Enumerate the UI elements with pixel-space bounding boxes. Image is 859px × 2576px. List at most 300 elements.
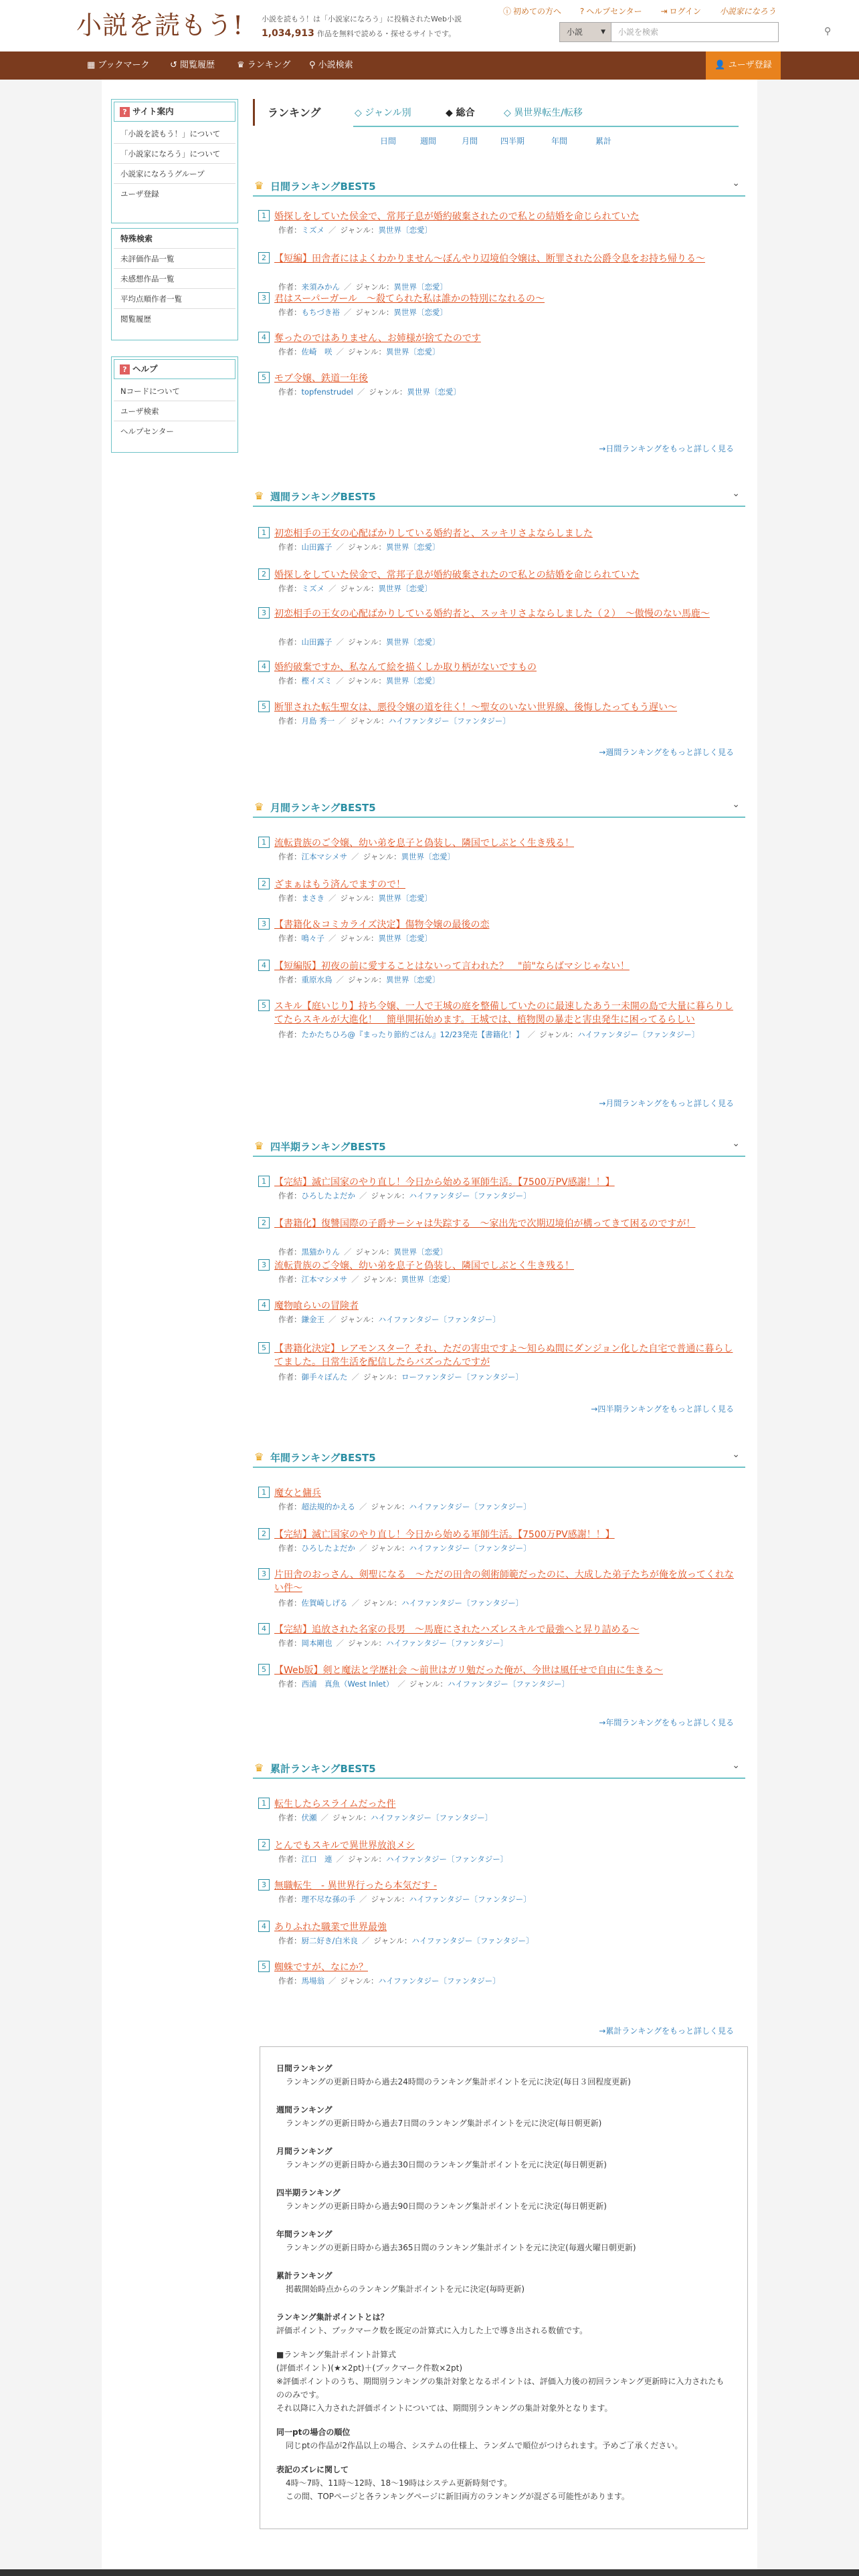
genre-link[interactable]: 異世界〔恋愛〕 [385, 975, 440, 984]
more-ranking-link[interactable]: →年間ランキングをもっと詳しく見る [599, 1718, 734, 1727]
sidebar-item-about-narou[interactable]: 「小説家になろう」について [114, 144, 235, 164]
rank-number: 3 [258, 1259, 270, 1271]
author-link[interactable]: ミズメ [301, 584, 324, 593]
novel-title-link[interactable]: 君はスーパーガール 〜殺てられた私は誰かの特別になれるの〜 [274, 294, 545, 304]
novel-title-link[interactable]: 【書籍化決定】レアモンスター？それ、ただの害虫ですよ〜知らぬ間にダンジョン化した自宅で普通に暮らしてました。日常生活を配信したらバズったんですが [274, 1344, 733, 1368]
rank-number: 4 [258, 960, 270, 971]
novel-meta [278, 282, 448, 292]
author-label: 作者： [278, 852, 302, 861]
genre-link[interactable]: 異世界〔恋愛〕 [385, 542, 440, 552]
nav-ranking-label: ランキング [247, 60, 291, 70]
bookmark-icon: ▦ [87, 60, 98, 70]
novel-title-link[interactable]: 蜘蛛ですが、なにか？ [274, 1962, 368, 1973]
genre-link[interactable]: ハイファンタジー〔ファンタジー〕 [409, 1543, 531, 1553]
rank-number: 2 [258, 1839, 270, 1850]
rank-number: 1 [258, 1176, 270, 1187]
sidebar-site-guide-title [114, 102, 235, 122]
info-same-text: 同じptの作品が2作品以上の場合、システムの仕様上、ランダムで順位がつけられます。予めご了承ください。 [286, 2441, 683, 2450]
sidebar-item-avg-authors[interactable]: 平均点順作者一覧 [114, 289, 235, 309]
meta-separator: ／ [328, 225, 337, 235]
genre-label: ジャンル： [348, 1638, 386, 1648]
meta-separator: ／ [527, 1030, 536, 1039]
help-center-link-label: ヘルプセンター [586, 7, 642, 16]
genre-link[interactable]: 異世界〔恋愛〕 [393, 282, 448, 292]
novel-title-link[interactable]: ありふれた職業で世界最強 [274, 1922, 387, 1933]
more-ranking-link[interactable]: →月間ランキングをもっと詳しく見る [599, 1099, 734, 1108]
chevron-down-icon[interactable]: ⌄ [732, 1760, 740, 1771]
sidebar-help [111, 356, 238, 453]
meta-separator: ／ [328, 893, 337, 903]
info-calc-line: ※評価ポイントのうち、期間別ランキングの集計対象となるポイントは、評価入力後の初回ランキング更新時に入力されたもののみです。 [276, 2377, 725, 2399]
novel-meta [278, 583, 432, 594]
genre-label: ジャンル： [340, 225, 379, 235]
genre-label: ジャンル： [350, 716, 389, 726]
author-label: 作者： [278, 975, 302, 984]
more-ranking-link[interactable]: →累計ランキングをもっと詳しく見る [599, 2026, 734, 2036]
novel-title-link[interactable]: 奪ったのではありません、お姉様が捨てたのです [274, 333, 481, 344]
more-ranking-link[interactable]: →四半期ランキングをもっと詳しく見る [591, 1404, 734, 1414]
author-label: 作者： [278, 716, 302, 726]
sidebar-special-title: 特殊検索 [114, 229, 235, 249]
tab-isekai-marker: ◇ [504, 108, 514, 118]
sidebar-site-guide [111, 99, 238, 223]
author-label: 作者： [278, 1679, 302, 1689]
author-link[interactable]: 超法規的かえる [301, 1502, 355, 1511]
novel-meta [278, 637, 440, 647]
meta-separator: ／ [361, 1936, 370, 1945]
novel-title-link[interactable]: 転生したらスライムだった件 [274, 1799, 396, 1810]
register-button[interactable] [706, 51, 781, 80]
genre-link[interactable]: ハイファンタジー〔ファンタジー〕 [409, 1895, 531, 1904]
nav-bookmark-label: ブックマーク [98, 60, 150, 70]
chevron-down-icon: ▼ [601, 29, 605, 35]
genre-label: ジャンル： [371, 1895, 409, 1904]
novel-meta [278, 851, 455, 862]
genre-link[interactable]: ローファンタジー〔ファンタジー〕 [401, 1372, 524, 1382]
meta-separator: ／ [336, 637, 344, 647]
genre-label: ジャンル： [332, 1813, 371, 1822]
info-block [276, 2062, 731, 2088]
page-title: ランキング [268, 106, 321, 119]
novel-title-link[interactable]: 流転貴族のご令嬢、幼い弟を息子と偽装し、隣国でしぶとく生き残る！ [274, 1261, 574, 1271]
author-link[interactable]: 西浦 真魚（West Inlet） [301, 1679, 394, 1689]
author-link[interactable]: 江本マシメサ [301, 1275, 348, 1284]
genre-link[interactable]: 異世界〔恋愛〕 [401, 852, 456, 861]
author-label: 作者： [278, 1813, 302, 1822]
novel-title-link[interactable]: 片田舎のおっさん、剣聖になる 〜ただの田舎の剣術師範だったのに、大成した弟子たちが俺を放ってくれない件〜 [274, 1570, 734, 1594]
novel-meta [278, 933, 432, 944]
novel-title-link[interactable]: 【短編版】初夜の前に愛することはないって言われた？ "前"ならばマシじゃない！ [274, 961, 630, 972]
genre-link[interactable]: ハイファンタジー〔ファンタジー〕 [378, 1976, 500, 1985]
subtab-quarterly[interactable]: 四半期 [500, 136, 525, 146]
info-same-heading: 同一ptの場合の順位 [276, 2428, 351, 2437]
novel-title-link[interactable]: 魔女と傭兵 [274, 1488, 321, 1499]
author-link[interactable]: 江本マシメサ [301, 852, 348, 861]
rank-number: 5 [258, 1664, 270, 1675]
novel-title-link[interactable]: 無職転生 - 異世界行ったら本気だす - [274, 1881, 438, 1891]
rank-number: 5 [258, 701, 270, 712]
genre-link[interactable]: 異世界〔恋愛〕 [407, 387, 461, 397]
tab-genre-marker: ◇ [355, 108, 365, 118]
author-label: 作者： [278, 584, 302, 593]
ranking-info-box [260, 2046, 748, 2529]
author-label: 作者： [278, 1502, 302, 1511]
novel-title-link[interactable]: モブ令嬢、鉄道一年後 [274, 373, 368, 384]
novel-title-link[interactable]: スキル【庭いじり】持ち令嬢、一人で王城の庭を整備していたのに最速したあう一未開の島で大量に暮らりしてたらスキルが大進化！ 簡単開拓始めます。王城では、植物関の暴走と害虫発生に困ってるらしい [274, 1001, 733, 1025]
sidebar-item-user-search[interactable]: ユーザ検索 [114, 401, 235, 421]
meta-separator: ／ [344, 1247, 352, 1257]
sidebar-item-unreviewed[interactable]: 未感想作品一覧 [114, 269, 235, 289]
help-icon: ? [579, 7, 585, 16]
register-button-label: ユーザ登録 [728, 60, 772, 70]
author-link[interactable]: もちづき裕 [301, 308, 340, 317]
novel-meta [278, 974, 440, 985]
author-link[interactable]: ひろしたよだか [301, 1543, 355, 1553]
meta-separator: ／ [351, 1598, 359, 1608]
search-type-select[interactable] [559, 22, 611, 42]
beginner-link[interactable] [503, 7, 569, 16]
genre-link[interactable]: ハイファンタジー〔ファンタジー〕 [388, 716, 510, 726]
tab-genre-label: ジャンル別 [365, 108, 411, 118]
info-block [276, 2103, 731, 2130]
novel-meta [278, 1543, 531, 1553]
tab-overall[interactable] [446, 106, 475, 119]
genre-link[interactable]: 異世界〔恋愛〕 [393, 1247, 448, 1257]
info-block-text: ランキングの更新日時から過去90日間のランキング集計ポイントを元に決定(毎日朝更新) [286, 2202, 607, 2211]
rank-number: 3 [258, 292, 270, 304]
novel-title-link[interactable]: 婚探しをしていた侯金で、常邦子息が婚約破棄されたので私との結婚を命じられていた [274, 211, 640, 222]
sidebar-item-group[interactable]: 小説家になろうグループ [114, 164, 235, 184]
genre-link[interactable]: 異世界〔恋愛〕 [385, 637, 440, 647]
novel-title-link[interactable]: 【Web版】剣と魔法と学歴社会 〜前世はガリ勉だった俺が、今世は風任せで自由に生きる〜 [274, 1665, 663, 1676]
author-link[interactable]: たかたちひろ@『まったり節約ごはん』12/23発売【書籍化！】 [301, 1030, 524, 1039]
meta-separator: ／ [336, 975, 344, 984]
genre-label: ジャンル： [348, 1854, 386, 1864]
author-link[interactable]: まさき [301, 893, 324, 903]
rank-number: 2 [258, 878, 270, 889]
author-link[interactable]: 鎌金王 [301, 1315, 324, 1324]
novel-title-link[interactable]: 【完結】滅亡国家のやり直し！今日から始める軍師生活。【7500万PV感謝！！】 [274, 1177, 615, 1188]
meta-separator: ／ [357, 387, 365, 397]
novel-title-link[interactable]: 【完結】滅亡国家のやり直し！今日から始める軍師生活。【7500万PV感謝！！】 [274, 1529, 615, 1540]
main-nav [0, 51, 859, 80]
rank-number: 5 [258, 1000, 270, 1011]
nav-search-label: 小説検索 [318, 60, 353, 70]
rank-number: 1 [258, 527, 270, 538]
genre-label: ジャンル： [348, 975, 386, 984]
chevron-down-icon[interactable]: ⌄ [732, 488, 740, 499]
info-block-heading: 月間ランキング [276, 2147, 332, 2156]
author-label: 作者： [278, 308, 302, 317]
nav-search[interactable] [309, 51, 353, 80]
login-link-label: ログイン [669, 7, 701, 16]
genre-link[interactable]: ハイファンタジー〔ファンタジー〕 [411, 1936, 534, 1945]
novel-title-link[interactable]: 魔物喰らいの冒険者 [274, 1301, 359, 1311]
author-link[interactable]: 佐崎 咲 [301, 347, 332, 356]
novel-title-link[interactable]: 流転貴族のご令嬢、幼い弟を息子と偽装し、隣国でしぶとく生き残る！ [274, 838, 574, 849]
crown-icon: ♛ [254, 1761, 264, 1774]
question-icon: ? [120, 107, 130, 117]
author-label: 作者： [278, 542, 302, 552]
ranking-section-header [253, 1137, 745, 1157]
info-lag-line: 4時〜7時、11時〜12時、18〜19時はシステム更新時刻です。 [286, 2478, 512, 2488]
novel-title-link[interactable]: 初恋相手の王女の心配ばかりしている婚約者と、スッキリさよならしました [274, 528, 593, 539]
meta-separator: ／ [328, 1315, 337, 1324]
genre-link[interactable]: 異世界〔恋愛〕 [378, 934, 432, 943]
info-block-heading: 四半期ランキング [276, 2188, 341, 2197]
author-label: 作者： [278, 1936, 302, 1945]
novel-meta [278, 1638, 508, 1648]
novel-meta [278, 1598, 523, 1608]
info-point-heading: ランキング集計ポイントとは？ [276, 2313, 389, 2322]
meta-separator: ／ [336, 676, 344, 685]
author-link[interactable]: 伏瀬 [301, 1813, 317, 1822]
novel-count-suffix: 作品を無料で読める・探せるサイトです。 [316, 29, 456, 38]
subtab-weekly[interactable]: 週間 [420, 136, 437, 146]
chevron-down-icon[interactable]: ⌄ [732, 799, 740, 810]
genre-link[interactable]: ハイファンタジー〔ファンタジー〕 [577, 1030, 700, 1039]
author-link[interactable]: 岡本剛也 [301, 1638, 332, 1648]
genre-link[interactable]: 異世界〔恋愛〕 [378, 225, 432, 235]
author-link[interactable]: 御手々ぽんた [301, 1372, 348, 1382]
info-lag-heading: 表記のズレに関して [276, 2465, 349, 2474]
novel-title-link[interactable]: 【完結】追放された名家の長男 〜馬鹿にされたハズレスキルで最強へと昇り詰める〜 [274, 1624, 640, 1635]
crown-icon: ♛ [254, 1451, 264, 1463]
search-type-value: 小説 [567, 27, 583, 37]
author-link[interactable]: 理不尽な孫の手 [301, 1895, 355, 1904]
author-label: 作者： [278, 282, 302, 292]
genre-link[interactable]: 異世界〔恋愛〕 [385, 347, 440, 356]
genre-label: ジャンル： [340, 934, 379, 943]
meta-separator: ／ [359, 1895, 367, 1904]
sidebar-help-title-label: ヘルプ [132, 364, 158, 374]
genre-label: ジャンル： [355, 1247, 394, 1257]
info-block-heading: 累計ランキング [276, 2271, 332, 2280]
top-links [503, 5, 784, 17]
info-block-text: ランキングの更新日時から過去365日間のランキング集計ポイントを元に決定(毎週火曜日朝更新) [286, 2243, 636, 2252]
author-link[interactable]: 樫イズミ [301, 676, 332, 685]
beginner-link-label: 初めての方へ [513, 7, 562, 16]
novel-title-link[interactable]: 初恋相手の王女の心配ばかりしている婚約者と、スッキリさよならしました（２） 〜傲慢のない馬鹿〜 [274, 609, 710, 619]
ranking-section-title: 週間ランキングBEST5 [270, 491, 376, 503]
genre-link[interactable]: ハイファンタジー〔ファンタジー〕 [409, 1502, 531, 1511]
nav-bookmark[interactable] [87, 51, 150, 80]
genre-link[interactable]: ハイファンタジー〔ファンタジー〕 [385, 1638, 508, 1648]
novel-title-link[interactable]: とんでもスキルで異世界放浪メシ [274, 1840, 415, 1851]
site-logo[interactable]: 小説を読もう! [76, 11, 244, 40]
genre-label: ジャンル： [348, 347, 386, 356]
ranking-section-header [253, 487, 745, 507]
genre-label: ジャンル： [348, 637, 386, 647]
subtab-daily[interactable]: 日間 [380, 136, 397, 146]
ranking-header-bar [253, 99, 255, 126]
author-link[interactable]: ミズメ [301, 225, 324, 235]
crown-icon: ♛ [254, 1140, 264, 1152]
question-icon: ? [120, 364, 130, 374]
novel-title-link[interactable]: 【書籍化＆コミカライズ決定】傷物令嬢の最後の恋 [274, 920, 490, 930]
author-link[interactable]: 鳴々子 [301, 934, 324, 943]
author-link[interactable]: 来須みかん [301, 282, 340, 292]
meta-separator: ／ [397, 1679, 405, 1689]
genre-link[interactable]: 異世界〔恋愛〕 [393, 308, 448, 317]
genre-link[interactable]: ハイファンタジー〔ファンタジー〕 [447, 1679, 570, 1689]
narou-link[interactable]: 小説家になろう [719, 7, 776, 16]
nav-history[interactable] [170, 51, 215, 80]
tab-isekai[interactable] [504, 106, 583, 119]
sidebar-item-ncode[interactable]: Nコードについて [114, 381, 235, 401]
author-label: 作者： [278, 934, 302, 943]
subtab-total[interactable]: 累計 [595, 136, 612, 146]
author-link[interactable]: 月島 秀一 [301, 716, 335, 726]
info-point-text: 評価ポイント、ブックマーク数を既定の計算式に入力した上で導き出される数値です。 [276, 2326, 588, 2335]
rank-number: 4 [258, 332, 270, 343]
crown-icon: ♛ [254, 490, 264, 502]
subtab-yearly[interactable]: 年間 [551, 136, 568, 146]
genre-link[interactable]: ハイファンタジー〔ファンタジー〕 [385, 1854, 508, 1864]
author-link[interactable]: 馬場翁 [301, 1976, 324, 1985]
author-label: 作者： [278, 1543, 302, 1553]
ranking-section-header [253, 1759, 745, 1779]
info-block [276, 2269, 731, 2296]
novel-meta [278, 346, 440, 357]
rank-number: 3 [258, 607, 270, 619]
genre-link[interactable]: ハイファンタジー〔ファンタジー〕 [378, 1315, 500, 1324]
novel-meta [278, 387, 461, 397]
author-link[interactable]: 重原水鳥 [301, 975, 332, 984]
sidebar-item-about-yomou[interactable]: 「小説を読もう！」について [114, 124, 235, 144]
novel-title-link[interactable]: ざまぁはもう済んでますので！ [274, 879, 405, 890]
sidebar-item-register[interactable]: ユーザ登録 [120, 189, 159, 199]
info-block-text: ランキングの更新日時から過去7日間のランキング集計ポイントを元に決定(毎日朝更新) [286, 2119, 602, 2128]
novel-meta [278, 307, 448, 318]
genre-link[interactable]: ハイファンタジー〔ファンタジー〕 [401, 1598, 524, 1608]
author-label: 作者： [278, 893, 302, 903]
rank-number: 2 [258, 1217, 270, 1228]
genre-link[interactable]: ハイファンタジー〔ファンタジー〕 [370, 1813, 493, 1822]
login-link[interactable] [660, 7, 708, 16]
nav-ranking[interactable] [237, 51, 290, 80]
novel-title-link[interactable]: 【短編】田舎者にはよくわかりません〜ぼんやり辺境伯令嬢は、断罪された公爵令息をお持ち帰りる〜 [274, 253, 705, 264]
genre-link[interactable]: 異世界〔恋愛〕 [378, 893, 432, 903]
author-link[interactable]: 黒猫かりん [301, 1247, 340, 1257]
sidebar-help-title [114, 359, 235, 379]
author-label: 作者： [278, 1247, 302, 1257]
author-label: 作者： [278, 1854, 302, 1864]
search-input[interactable]: 小説を検索 [611, 22, 779, 42]
author-link[interactable]: 江口 連 [301, 1854, 332, 1864]
author-link[interactable]: topfenstrudel [301, 387, 353, 397]
info-blocks [276, 2062, 731, 2296]
help-center-link[interactable] [580, 7, 650, 16]
info-block-text: ランキングの更新日時から過去24時間のランキング集計ポイントを元に決定(毎日３回程度更新) [286, 2077, 631, 2086]
chevron-down-icon[interactable]: ⌄ [732, 1449, 740, 1460]
chevron-down-icon[interactable]: ⌄ [732, 178, 740, 189]
info-block-text: ランキングの更新日時から過去30日間のランキング集計ポイントを元に決定(毎日朝更新) [286, 2160, 607, 2169]
genre-label: ジャンル： [340, 893, 379, 903]
author-label: 作者： [278, 1030, 302, 1039]
meta-separator: ／ [351, 1275, 359, 1284]
novel-title-link[interactable]: 婚探しをしていた侯金で、常邦子息が婚約破棄されたので私との結婚を命じられていた [274, 570, 640, 580]
more-ranking-link[interactable]: →週間ランキングをもっと詳しく見る [599, 748, 734, 757]
author-label: 作者： [278, 1191, 302, 1200]
novel-meta [278, 225, 432, 235]
novel-meta [278, 1812, 492, 1823]
rank-number: 1 [258, 1487, 270, 1498]
login-icon: ⇥ [660, 7, 668, 16]
site-header [0, 0, 859, 51]
meta-separator: ／ [336, 347, 344, 356]
author-link[interactable]: 佐賀崎しげる [301, 1598, 348, 1608]
chevron-down-icon[interactable]: ⌄ [732, 1138, 740, 1149]
novel-meta [278, 1679, 569, 1689]
ranking-section-header [253, 177, 745, 197]
author-link[interactable]: ひろしたよだか [301, 1191, 355, 1200]
novel-meta [278, 1935, 534, 1946]
meta-separator: ／ [351, 1372, 359, 1382]
novel-count-value: 1,034,913 [262, 28, 314, 39]
ranking-header [253, 99, 739, 126]
rank-number: 5 [258, 1342, 270, 1354]
genre-label: ジャンル： [539, 1030, 578, 1039]
meta-separator: ／ [359, 1543, 367, 1553]
ranking-section-title: 四半期ランキングBEST5 [270, 1141, 386, 1153]
info-block [276, 2228, 731, 2254]
crown-icon: ♛ [254, 800, 264, 813]
genre-link[interactable]: 異世界〔恋愛〕 [378, 584, 432, 593]
author-link[interactable]: 山田露子 [301, 542, 332, 552]
author-label: 作者： [278, 1372, 302, 1382]
novel-title-link[interactable]: 婚約破棄ですか、私なんて絵を描くしか取り柄がないですもの [274, 662, 537, 673]
author-link[interactable]: 厨二好き/白米良 [301, 1936, 358, 1945]
novel-meta [278, 1247, 448, 1257]
search-icon[interactable]: ⚲ [824, 26, 832, 37]
genre-link[interactable]: 異世界〔恋愛〕 [401, 1275, 456, 1284]
novel-title-link[interactable]: 【書籍化】復讐国際の子爵サーシャは失踪する 〜家出先で次期辺境伯が構ってきて困るのですが！ [274, 1218, 696, 1229]
novel-meta [278, 716, 510, 726]
novel-meta [278, 1894, 531, 1905]
tab-genre[interactable] [355, 106, 411, 119]
author-label: 作者： [278, 347, 302, 356]
info-lag-line: この間、TOPページと各ランキングページに新旧両方のランキングが混ざる可能性があります。 [286, 2492, 630, 2501]
nav-history-label: 閲覧履歴 [180, 60, 215, 70]
genre-label: ジャンル： [363, 1372, 401, 1382]
crown-icon: ♛ [254, 179, 264, 192]
author-label: 作者： [278, 225, 302, 235]
info-icon: ⓘ [503, 7, 512, 16]
subtab-monthly[interactable]: 月間 [462, 136, 478, 146]
novel-meta [278, 1190, 531, 1201]
author-link[interactable]: 山田露子 [301, 637, 332, 647]
genre-link[interactable]: 異世界〔恋愛〕 [385, 676, 440, 685]
novel-meta [278, 1975, 500, 1986]
genre-label: ジャンル： [355, 282, 394, 292]
meta-separator: ／ [328, 1976, 337, 1985]
genre-link[interactable]: ハイファンタジー〔ファンタジー〕 [409, 1191, 531, 1200]
meta-separator: ／ [328, 584, 337, 593]
rank-number: 2 [258, 568, 270, 580]
crown-icon: ♛ [237, 60, 248, 70]
novel-title-link[interactable]: 断罪された転生聖女は、悪役令嬢の道を往く！〜聖女のいない世界線、後悔したってもう遅い〜 [274, 702, 677, 713]
sidebar-item-help-center[interactable]: ヘルプセンター [120, 427, 174, 436]
rank-number: 1 [258, 837, 270, 848]
ranking-section-header [253, 1448, 745, 1468]
sidebar-item-unrated[interactable]: 未評価作品一覧 [114, 249, 235, 269]
genre-label: ジャンル： [369, 387, 407, 397]
sidebar-item-history[interactable]: 閲覧履歴 [120, 314, 151, 324]
info-calc-line: (評価ポイント)(★×2pt)＋(ブックマーク件数×2pt) [276, 2363, 463, 2373]
novel-meta [278, 675, 440, 686]
more-ranking-link[interactable]: →日間ランキングをもっと詳しく見る [599, 444, 734, 453]
